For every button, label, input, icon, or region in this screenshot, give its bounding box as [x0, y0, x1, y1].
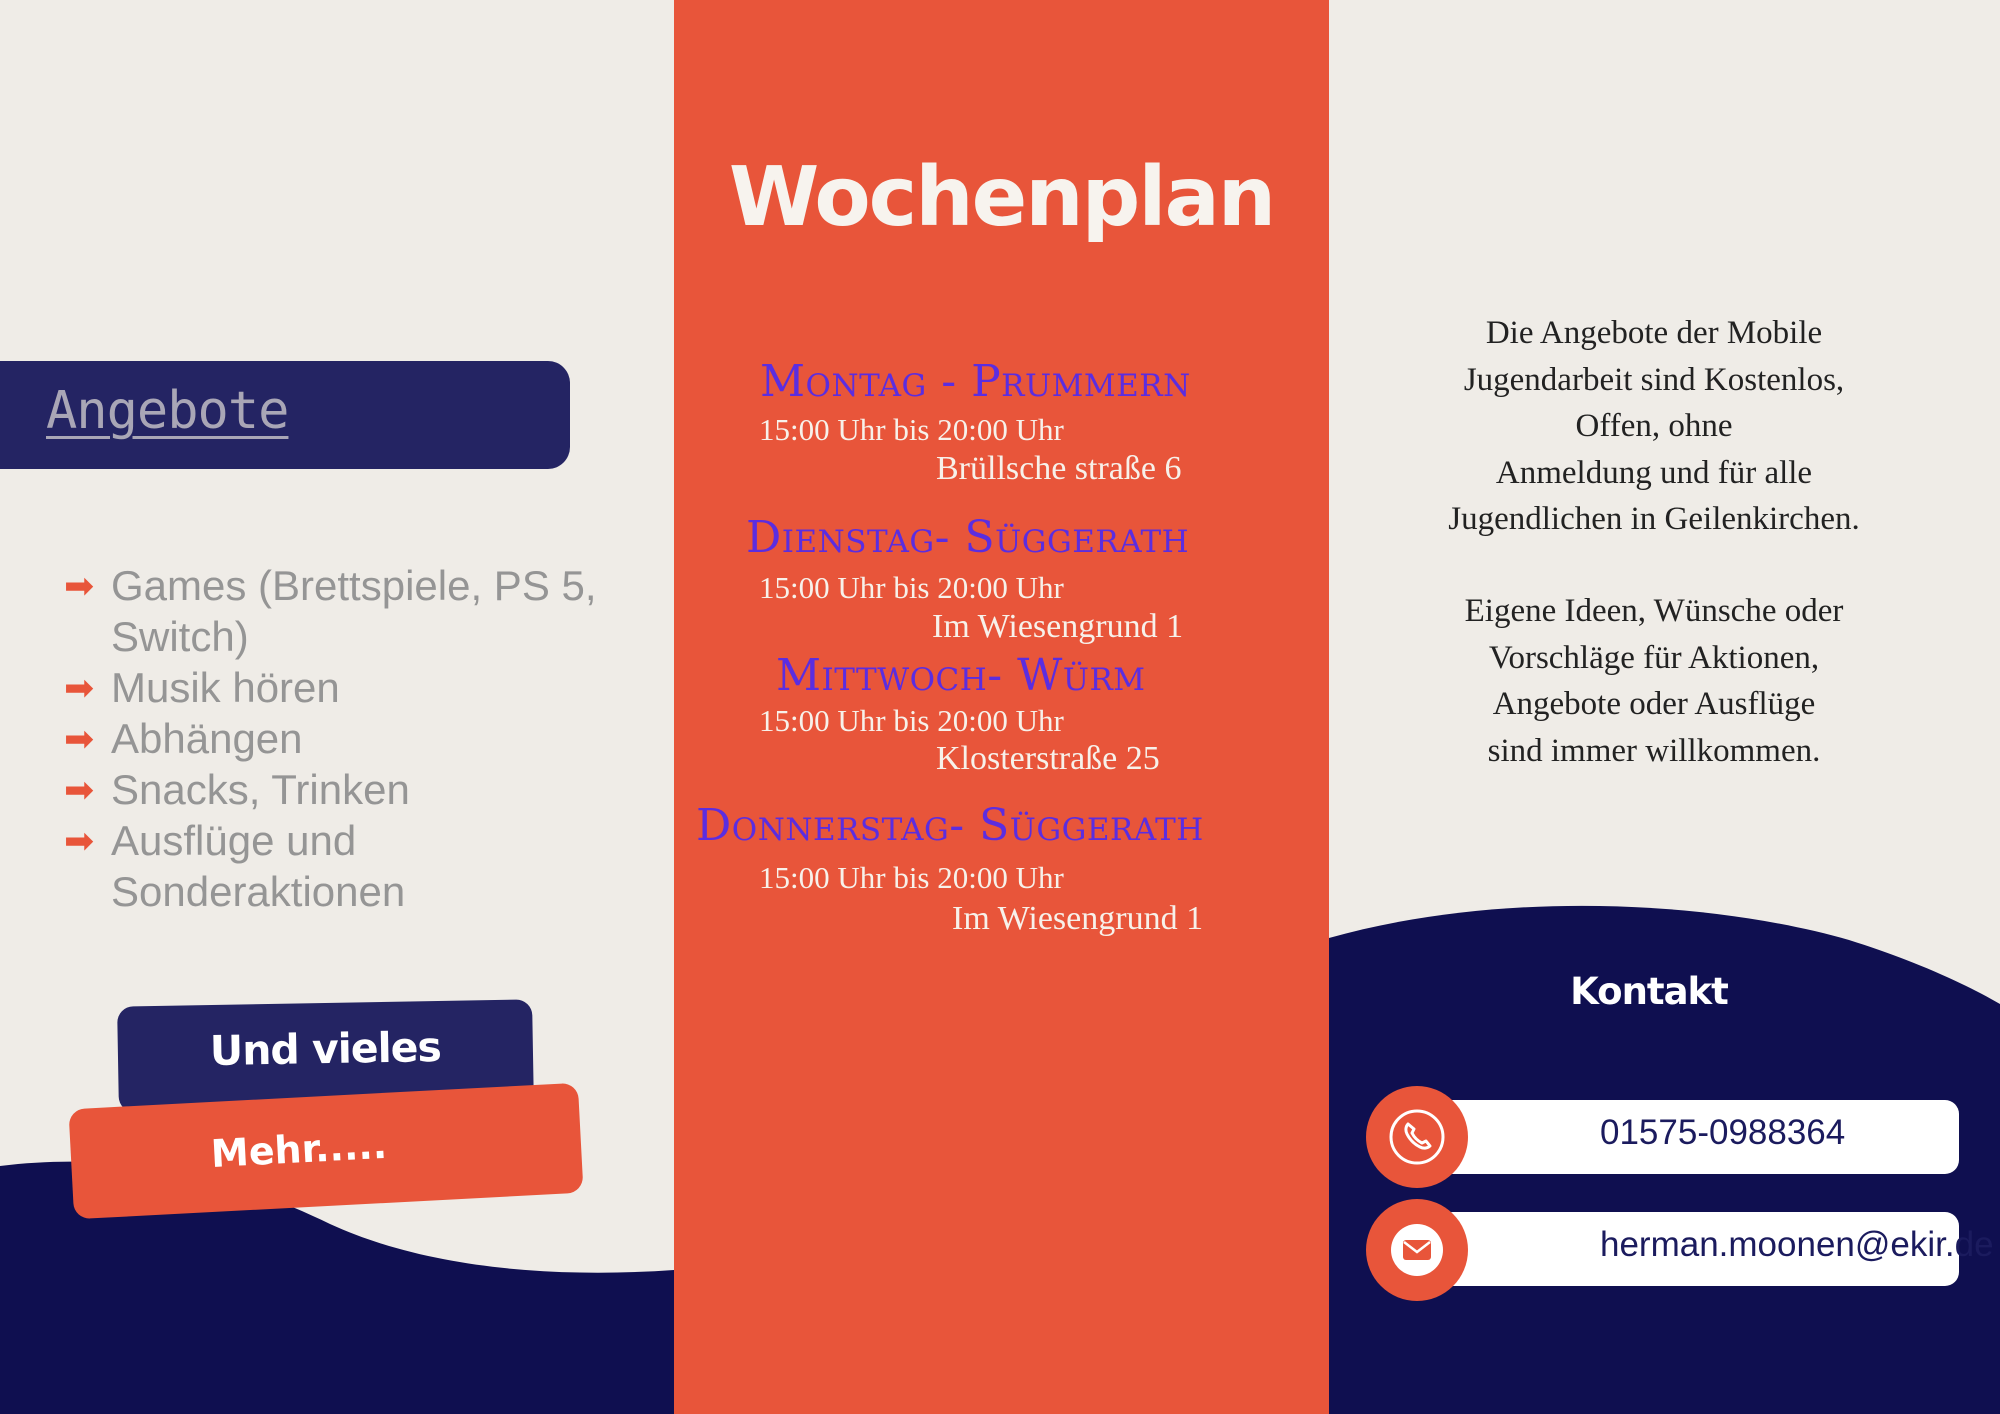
schedule-address: Im Wiesengrund 1 [952, 900, 1204, 937]
arrow-right-icon: ➡ [64, 566, 95, 607]
phone-number[interactable]: 01575-0988364 [1600, 1113, 1846, 1152]
offer-list [60, 560, 620, 917]
info-line: Offen, ohne [1575, 408, 1733, 444]
offer-text: Abhängen [111, 715, 303, 762]
offer-item [60, 713, 620, 764]
schedule-day-monday: Montag - Prummern [760, 356, 1191, 407]
schedule-day-wednesday: Mittwoch- Würm [776, 650, 1146, 701]
offer-text: Musik hören [111, 664, 340, 711]
info-line: Vorschläge für Aktionen, [1488, 639, 1820, 676]
offer-item [60, 815, 620, 917]
arrow-right-icon: ➡ [64, 719, 95, 760]
left-panel [0, 0, 674, 1414]
phone-icon [1387, 1107, 1447, 1167]
schedule-day-tuesday: Dienstag- Süggerath [746, 512, 1190, 563]
schedule-address: Brüllsche straße 6 [936, 450, 1182, 487]
wochenplan-title: Wochenplan [728, 150, 1275, 245]
schedule-address: Klosterstraße 25 [936, 740, 1160, 777]
middle-panel [674, 0, 1329, 1414]
info-line: Anmeldung und für alle [1495, 454, 1813, 491]
info-paragraph-2 [1389, 588, 1919, 774]
angebote-header [0, 361, 570, 469]
schedule-time: 15:00 Uhr bis 20:00 Uhr [759, 860, 1064, 895]
offer-item [60, 764, 620, 815]
email-address[interactable]: herman.moonen@ekir.de [1600, 1225, 1994, 1264]
phone-icon-badge [1366, 1086, 1468, 1188]
offer-text: Snacks, Trinken [111, 766, 410, 813]
kontakt-title: Kontakt [1570, 970, 1728, 1013]
mehr-text: Mehr..... [209, 1122, 389, 1176]
offer-item [60, 662, 620, 713]
envelope-icon [1387, 1220, 1447, 1280]
schedule-time: 15:00 Uhr bis 20:00 Uhr [759, 703, 1064, 738]
info-paragraph-1 [1389, 310, 1919, 543]
schedule-address: Im Wiesengrund 1 [932, 608, 1184, 645]
offer-text: Games (Brettspiele, PS 5, Switch) [111, 562, 597, 660]
schedule-time: 15:00 Uhr bis 20:00 Uhr [759, 570, 1064, 605]
info-line: Jugendlichen in Geilenkirchen. [1448, 501, 1860, 537]
info-line: sind immer willkommen. [1487, 732, 1821, 769]
email-icon-badge [1366, 1199, 1468, 1301]
schedule-day-thursday: Donnerstag- Süggerath [696, 800, 1204, 851]
schedule-time: 15:00 Uhr bis 20:00 Uhr [759, 412, 1064, 447]
arrow-right-icon: ➡ [64, 668, 95, 709]
und-vieles-text: Und vieles [209, 1022, 442, 1076]
arrow-right-icon: ➡ [64, 821, 95, 862]
angebote-title: Angebote [46, 381, 289, 441]
arrow-right-icon: ➡ [64, 770, 95, 811]
email-field[interactable] [1439, 1212, 1994, 1286]
info-line: Angebote oder Ausflüge [1492, 686, 1816, 722]
info-line: Jugendarbeit sind Kostenlos, [1463, 361, 1845, 398]
offer-item [60, 560, 620, 662]
offer-text: Ausflüge und Sonderaktionen [111, 817, 406, 915]
info-line: Die Angebote der Mobile [1485, 315, 1823, 351]
info-line: Eigene Ideen, Wünsche oder [1464, 593, 1844, 629]
right-panel [1329, 0, 2000, 1414]
phone-field[interactable] [1439, 1100, 1959, 1174]
